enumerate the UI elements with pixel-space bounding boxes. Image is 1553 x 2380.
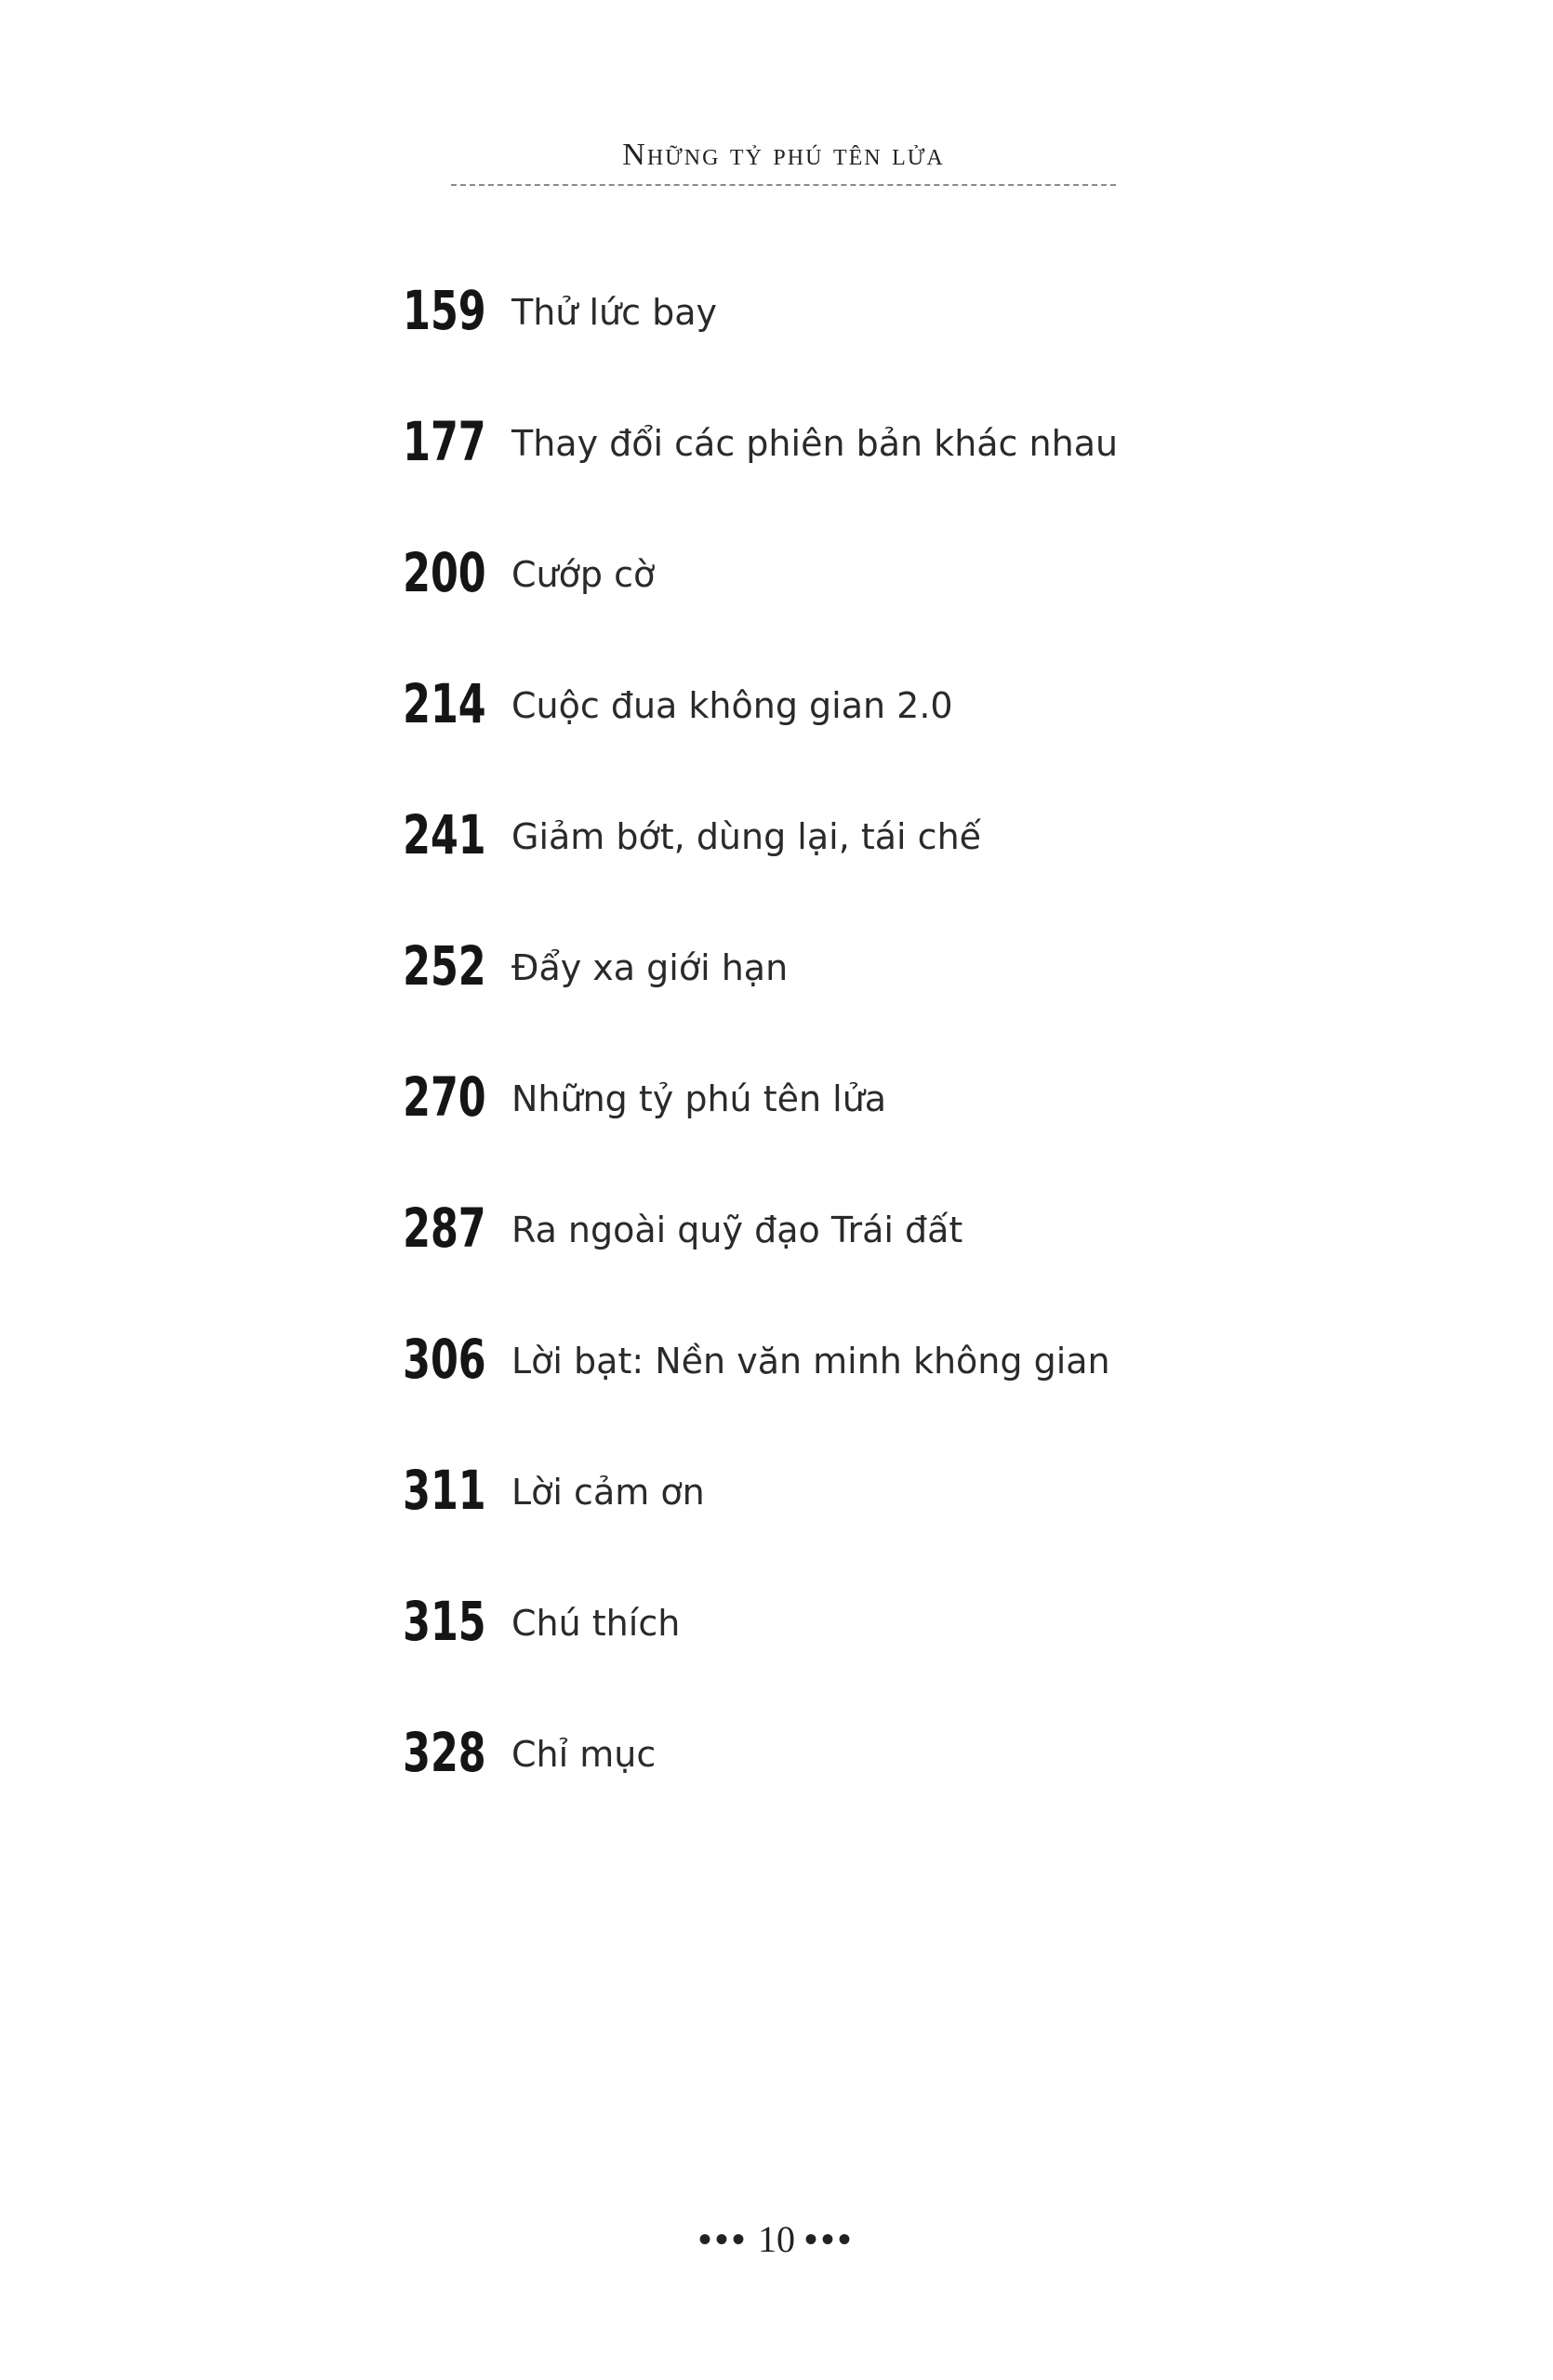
- header-dashed-rule: [451, 184, 1116, 186]
- table-of-contents: [377, 270, 1307, 1843]
- footer-dots-left: •••: [697, 2218, 749, 2260]
- toc-page-number: 159: [403, 279, 486, 342]
- page-footer: [0, 2217, 1553, 2261]
- toc-entry: [377, 1449, 1307, 1580]
- toc-chapter-title: Lời bạt: Nền văn minh không gian: [511, 1341, 1110, 1382]
- running-header: Những tỷ phú tên lửa: [622, 138, 945, 172]
- toc-entry: [377, 794, 1307, 925]
- toc-page-number: 270: [403, 1065, 486, 1129]
- toc-entry: [377, 1056, 1307, 1187]
- toc-chapter-title: Thử lức bay: [511, 292, 717, 333]
- toc-entry: [377, 663, 1307, 794]
- toc-entry: [377, 925, 1307, 1056]
- toc-entry: [377, 532, 1307, 663]
- toc-entry: [377, 1318, 1307, 1449]
- toc-chapter-title: Đẩy xa giới hạn: [511, 947, 789, 988]
- toc-chapter-title: Cuộc đua không gian 2.0: [511, 685, 953, 726]
- toc-entry: [377, 401, 1307, 532]
- toc-chapter-title: Những tỷ phú tên lửa: [511, 1078, 887, 1119]
- toc-page-number: 241: [403, 803, 486, 866]
- toc-page-number: 200: [403, 541, 486, 604]
- toc-chapter-title: Cướp cờ: [511, 554, 656, 595]
- toc-entry: [377, 1712, 1307, 1843]
- page-number: 10: [758, 2218, 795, 2260]
- toc-page-number: 328: [403, 1721, 486, 1784]
- toc-page-number: 177: [403, 410, 486, 473]
- toc-chapter-title: Chú thích: [511, 1603, 681, 1644]
- footer-dots-right: •••: [804, 2218, 856, 2260]
- toc-chapter-title: Ra ngoài quỹ đạo Trái đất: [511, 1210, 963, 1250]
- toc-entry: [377, 1187, 1307, 1318]
- toc-entry: [377, 1580, 1307, 1712]
- toc-entry: [377, 270, 1307, 401]
- toc-chapter-title: Chỉ mục: [511, 1734, 657, 1775]
- toc-page-number: 311: [403, 1459, 486, 1522]
- toc-page-number: 287: [403, 1197, 486, 1260]
- toc-chapter-title: Lời cảm ơn: [511, 1472, 705, 1513]
- toc-page-number: 315: [403, 1590, 486, 1653]
- toc-page-number: 306: [403, 1328, 486, 1391]
- toc-page-number: 214: [403, 672, 486, 735]
- toc-page-number: 252: [403, 934, 486, 998]
- toc-chapter-title: Thay đổi các phiên bản khác nhau: [511, 423, 1119, 464]
- toc-chapter-title: Giảm bớt, dùng lại, tái chế: [511, 816, 982, 857]
